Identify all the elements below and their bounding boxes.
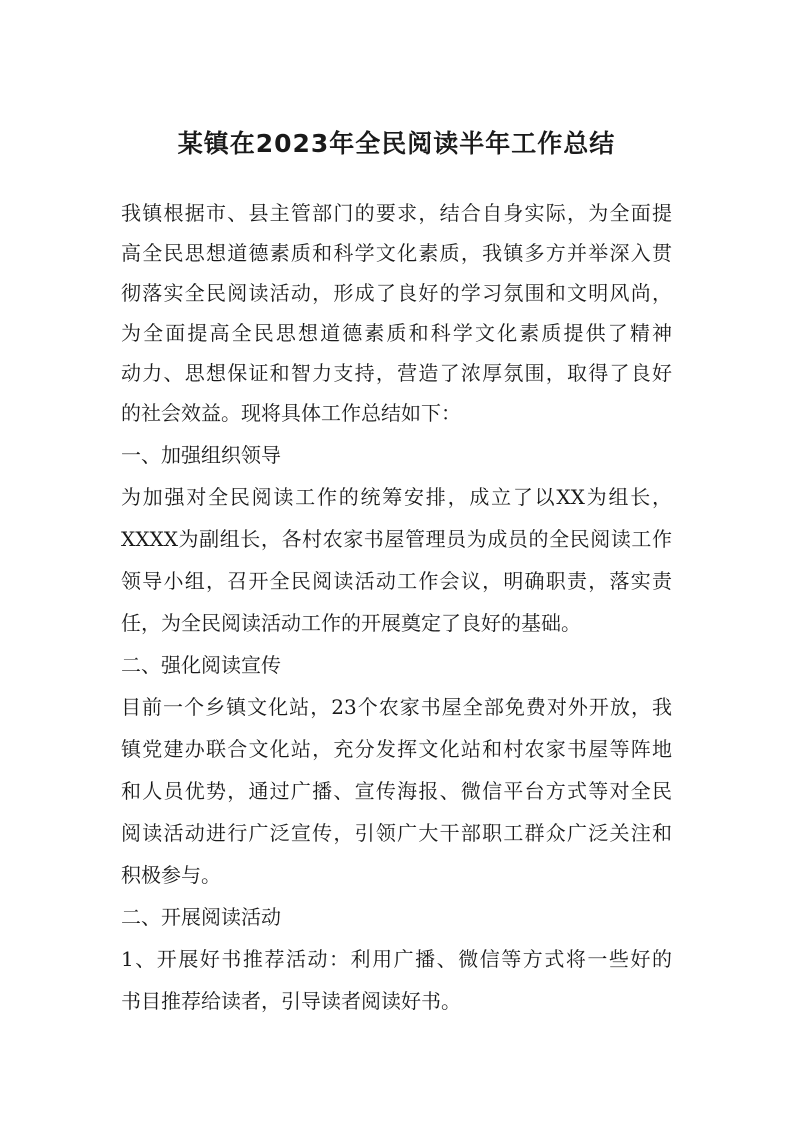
section-heading: 二、强化阅读宣传 [121, 653, 281, 677]
paragraph-line: 1、开展好书推荐活动：利用广播、微信等方式将一些好的 [121, 947, 672, 971]
document-title: 某镇在2023年全民阅读半年工作总结 [177, 129, 616, 158]
paragraph-line: 为加强对全民阅读工作的统筹安排，成立了以XX为组长， [121, 485, 672, 509]
paragraph-line: 积极参与。 [121, 863, 221, 887]
paragraph-line: 镇党建办联合文化站，充分发挥文化站和村农家书屋等阵地 [121, 737, 672, 761]
paragraph-line: 我镇根据市、县主管部门的要求，结合自身实际，为全面提 [121, 201, 672, 225]
paragraph-line: 的社会效益。现将具体工作总结如下： [121, 401, 461, 425]
paragraph-line: 任，为全民阅读活动工作的开展奠定了良好的基础。 [121, 611, 581, 635]
section-heading: 一、加强组织领导 [121, 443, 281, 467]
paragraph-line: 和人员优势，通过广播、宣传海报、微信平台方式等对全民 [121, 779, 672, 803]
paragraph-line: 高全民思想道德素质和科学文化素质，我镇多方并举深入贯 [121, 241, 672, 265]
paragraph-line: 彻落实全民阅读活动，形成了良好的学习氛围和文明风尚， [121, 281, 672, 305]
paragraph-line: 阅读活动进行广泛宣传，引领广大干部职工群众广泛关注和 [121, 821, 672, 845]
section-heading: 二、开展阅读活动 [121, 905, 281, 929]
paragraph-line: 为全面提高全民思想道德素质和科学文化素质提供了精神 [121, 321, 672, 345]
paragraph-line: 领导小组，召开全民阅读活动工作会议，明确职责，落实责 [121, 569, 672, 593]
paragraph-line: 动力、思想保证和智力支持，营造了浓厚氛围，取得了良好 [121, 361, 672, 385]
paragraph-line: 书目推荐给读者，引导读者阅读好书。 [121, 989, 461, 1013]
paragraph-line: XXXX为副组长，各村农家书屋管理员为成员的全民阅读工作 [121, 527, 672, 551]
paragraph-line: 目前一个乡镇文化站，23个农家书屋全部免费对外开放，我 [121, 695, 672, 719]
